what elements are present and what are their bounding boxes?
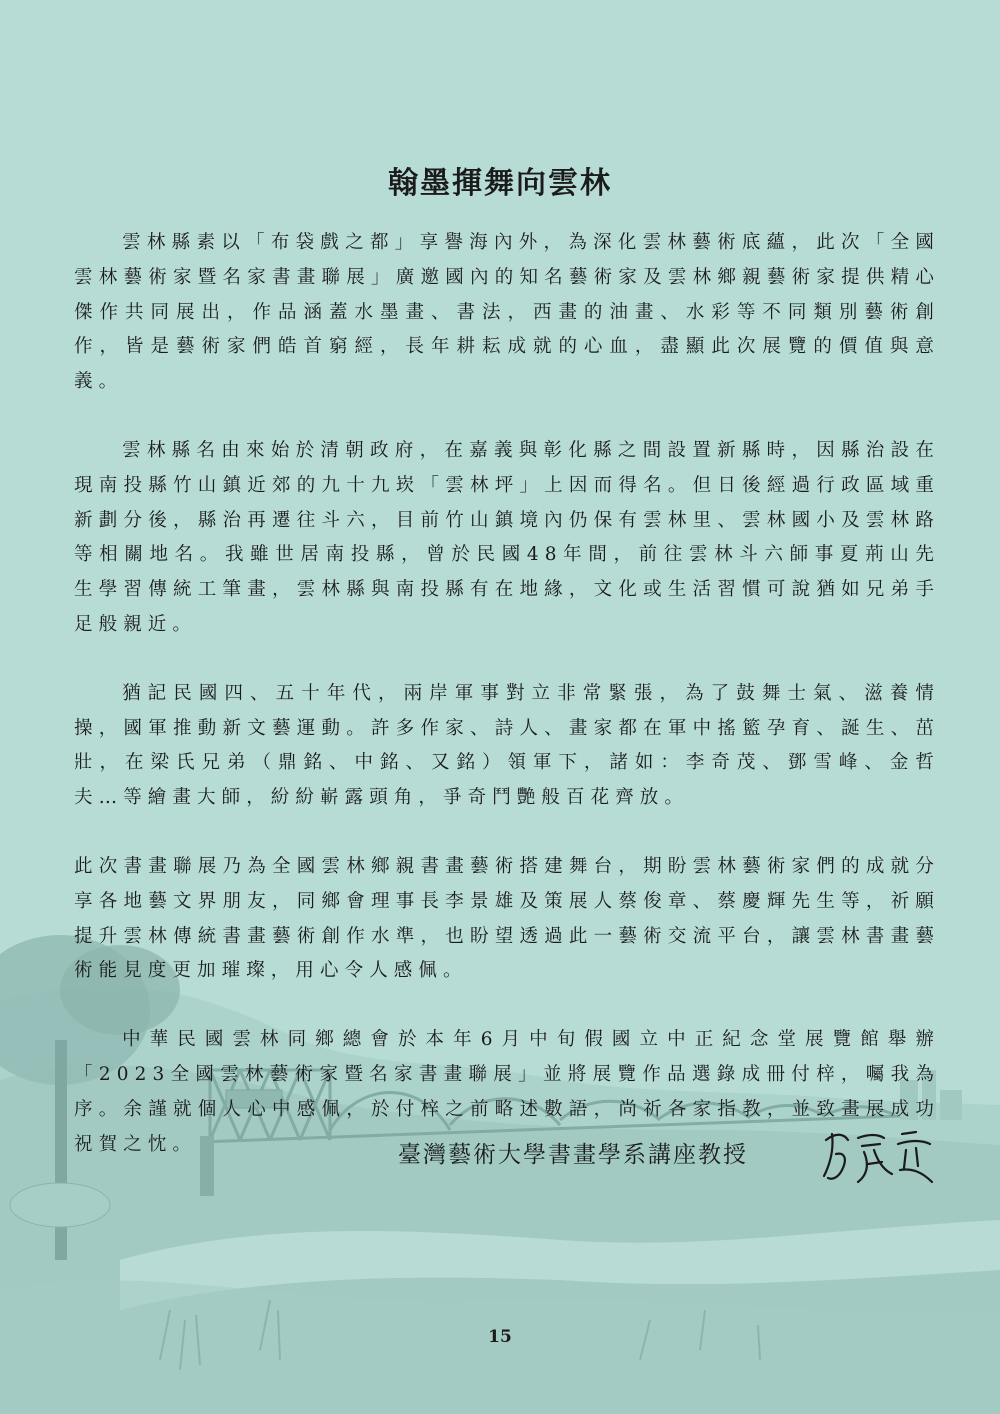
- paragraph-3: 猶記民國四、五十年代，兩岸軍事對立非常緊張，為了鼓舞士氣、滋養情操，國軍推動新文藝運動。許多作家、詩人、畫家都在軍中搖籃孕育、誕生、茁壯，在梁氏兄弟（鼎銘、中銘、又銘）領軍下，諸如：李奇茂、鄧雪峰、金哲夫…等繪畫大師，紛紛嶄露頭角，爭奇鬥艷般百花齊放。: [74, 682, 940, 809]
- paragraph-1: 雲林縣素以「布袋戲之都」享譽海內外，為深化雲林藝術底蘊，此次「全國雲林藝術家暨名家書畫聯展」廣邀國內的知名藝術家及雲林鄉親藝術家提供精心傑作共同展出，作品涵蓋水墨畫、書法，西畫的油畫、水彩等不同類別藝術創作，皆是藝術家們皓首窮經，長年耕耘成就的心血，盡顯此次展覽的價值與意義。: [74, 232, 940, 393]
- page-title: 翰墨揮舞向雲林: [388, 166, 612, 201]
- body-text: [74, 226, 940, 1196]
- author-title: 臺灣藝術大學書畫學系講座教授: [398, 1142, 748, 1168]
- handwritten-signature-icon: [818, 1120, 938, 1192]
- paragraph-4: 此次書畫聯展乃為全國雲林鄉親書畫藝術搭建舞台，期盼雲林藝術家們的成就分享各地藝文界朋友，同鄉會理事長李景雄及策展人蔡俊章、蔡慶輝先生等，祈願提升雲林傳統書畫藝術創作水準，也盼望透過此一藝術交流平台，讓雲林書畫藝術能見度更加璀璨，用心令人感佩。: [74, 855, 940, 982]
- paragraph-2: 雲林縣名由來始於清朝政府，在嘉義與彰化縣之間設置新縣時，因縣治設在現南投縣竹山鎮近郊的九十九崁「雲林坪」上因而得名。但日後經過行政區域重新劃分後，縣治再遷往斗六，目前竹山鎮境內仍保有雲林里、雲林國小及雲林路等相關地名。我雖世居南投縣，曾於民國48年間，前往雲林斗六師事夏荊山先生學習傳統工筆畫，雲林縣與南投縣有在地緣，文化或生活習慣可說猶如兄弟手足般親近。: [74, 439, 940, 635]
- page-number: 15: [488, 1327, 512, 1347]
- paragraph-5: 中華民國雲林同鄉總會於本年6月中旬假國立中正紀念堂展覽館舉辦「2023全國雲林藝術家暨名家書畫聯展」並將展覽作品選錄成冊付梓，囑我為序。余謹就個人心中感佩，於付梓之前略述數語，尚祈各家指教，並致畫展成功祝賀之忱。: [74, 1029, 940, 1155]
